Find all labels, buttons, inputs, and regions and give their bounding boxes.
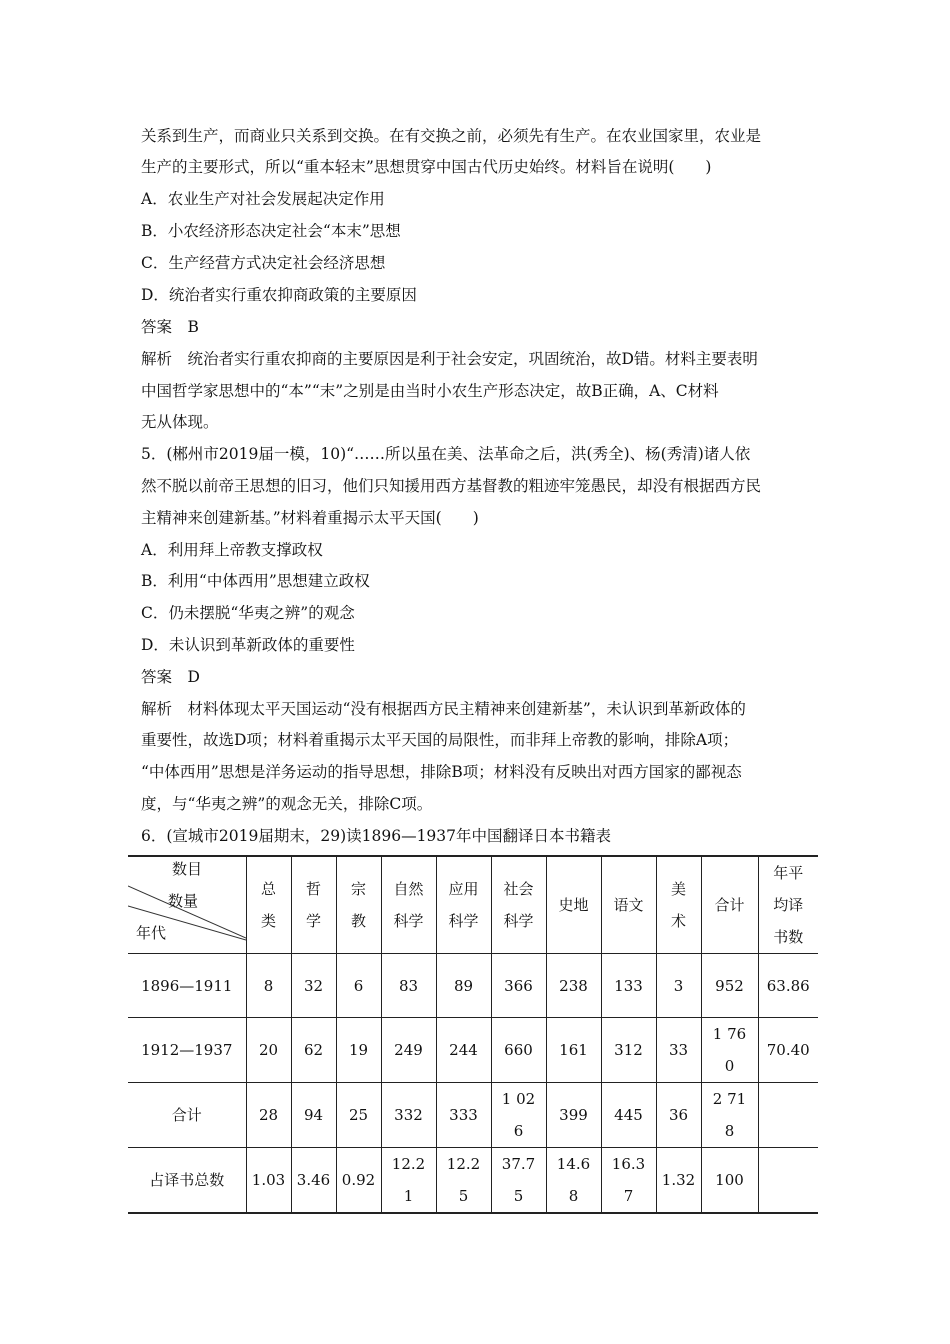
- table-cell: 1 760: [701, 1018, 758, 1083]
- header-cell: 宗教: [336, 856, 381, 954]
- table-cell: 244: [436, 1018, 491, 1083]
- table-cell: 3: [656, 954, 701, 1018]
- header-cell: 总类: [246, 856, 291, 954]
- table-cell: 0.92: [336, 1148, 381, 1214]
- table-cell: 19: [336, 1018, 381, 1083]
- table-header-row: [128, 856, 818, 954]
- table-cell: 63.86: [758, 954, 818, 1018]
- table-cell: 8: [246, 954, 291, 1018]
- option-b: B．利用“中体西用”思想建立政权: [141, 572, 370, 590]
- table-cell: 2 718: [701, 1083, 758, 1148]
- table-cell: 100: [701, 1148, 758, 1214]
- table-cell: 399: [546, 1083, 601, 1148]
- analysis-line: 无从体现。: [141, 413, 219, 431]
- row-label: 1896—1911: [128, 954, 246, 1018]
- option-a: A．利用拜上帝教支撑政权: [141, 541, 323, 559]
- analysis-line: 度，与“华夷之辨”的观念无关，排除C项。: [141, 795, 433, 813]
- header-cell: 社会科学: [491, 856, 546, 954]
- table-cell: 16.37: [601, 1148, 656, 1214]
- table-cell: 3.46: [291, 1148, 336, 1214]
- table-cell: 312: [601, 1018, 656, 1083]
- table-row: [128, 1148, 818, 1214]
- analysis-line: 中国哲学家思想中的“本”“末”之别是由当时小农生产形态决定，故B正确，A、C材料: [141, 382, 719, 400]
- question-line: 然不脱以前帝王思想的旧习，他们只知援用西方基督教的粗迹牢笼愚民，却没有根据西方民: [141, 477, 762, 495]
- header-cell: 年平均译书数: [758, 856, 818, 954]
- table-cell: 660: [491, 1018, 546, 1083]
- table-cell: 6: [336, 954, 381, 1018]
- table-cell: [758, 1083, 818, 1148]
- analysis-line: “中体西用”思想是洋务运动的指导思想，排除B项；材料没有反映出对西方国家的鄙视态: [141, 763, 742, 781]
- table-cell: 14.68: [546, 1148, 601, 1214]
- option-b: B．小农经济形态决定社会“本末”思想: [141, 222, 401, 240]
- analysis-line: 重要性，故选D项；材料着重揭示太平天国的局限性，而非拜上帝教的影响，排除A项；: [141, 731, 739, 749]
- table-cell: 249: [381, 1018, 436, 1083]
- row-label: 1912—1937: [128, 1018, 246, 1083]
- option-c: C．仍未摆脱“华夷之辨”的观念: [141, 604, 355, 622]
- translation-table: [128, 855, 818, 1214]
- table-row: [128, 1083, 818, 1148]
- header-cell: 自然科学: [381, 856, 436, 954]
- corner-label-bottom: 年代: [136, 924, 167, 942]
- row-label: 合计: [128, 1083, 246, 1148]
- table-cell: 161: [546, 1018, 601, 1083]
- table-cell: 12.25: [436, 1148, 491, 1214]
- table-cell: 332: [381, 1083, 436, 1148]
- answer: 答案 D: [141, 668, 200, 686]
- table-cell: 28: [246, 1083, 291, 1148]
- table-cell: 333: [436, 1083, 491, 1148]
- table-cell: 1 026: [491, 1083, 546, 1148]
- table-row: [128, 954, 818, 1018]
- table-cell: 952: [701, 954, 758, 1018]
- option-d: D．未认识到革新政体的重要性: [141, 636, 355, 654]
- table-cell: 12.21: [381, 1148, 436, 1214]
- table-cell: 238: [546, 954, 601, 1018]
- table-cell: 89: [436, 954, 491, 1018]
- header-cell: 哲学: [291, 856, 336, 954]
- answer: 答案 B: [141, 318, 199, 336]
- table-cell: 83: [381, 954, 436, 1018]
- option-a: A．农业生产对社会发展起决定作用: [141, 190, 385, 208]
- header-cell: 合计: [701, 856, 758, 954]
- question-5: 5．(郴州市2019届一模，10)“……所以虽在美、法革命之后，洪(秀全)、杨(秀清)诸人依: [141, 445, 751, 463]
- corner-label-top: 数目: [172, 860, 203, 878]
- header-cell: 语文: [601, 856, 656, 954]
- header-cell: 应用科学: [436, 856, 491, 954]
- analysis-line: 解析 材料体现太平天国运动“没有根据西方民主精神来创建新基”，未认识到革新政体的: [141, 700, 746, 718]
- question-6: 6．(宣城市2019届期末，29)读1896—1937年中国翻译日本书籍表: [141, 827, 612, 845]
- table-cell: 366: [491, 954, 546, 1018]
- table-cell: 70.40: [758, 1018, 818, 1083]
- table-cell: 1.32: [656, 1148, 701, 1214]
- table-cell: 25: [336, 1083, 381, 1148]
- table-cell: 133: [601, 954, 656, 1018]
- text-line: 关系到生产，而商业只关系到交换。在有交换之前，必须先有生产。在农业国家里，农业是: [141, 127, 762, 145]
- row-label: 占译书总数: [128, 1148, 246, 1214]
- corner-label-mid: 数量: [168, 892, 199, 910]
- table-cell: [758, 1148, 818, 1214]
- corner-cell: [128, 856, 246, 954]
- table-cell: 1.03: [246, 1148, 291, 1214]
- header-cell: 美术: [656, 856, 701, 954]
- table-row: [128, 1018, 818, 1083]
- analysis-line: 解析 统治者实行重农抑商的主要原因是利于社会安定，巩固统治，故D错。材料主要表明: [141, 350, 758, 368]
- header-cell: 史地: [546, 856, 601, 954]
- table-cell: 32: [291, 954, 336, 1018]
- table-cell: 20: [246, 1018, 291, 1083]
- table-cell: 33: [656, 1018, 701, 1083]
- table-cell: 37.75: [491, 1148, 546, 1214]
- text-line: 生产的主要形式，所以“重本轻末”思想贯穿中国古代历史始终。材料旨在说明( ): [141, 158, 712, 176]
- table-cell: 94: [291, 1083, 336, 1148]
- table-cell: 445: [601, 1083, 656, 1148]
- table-cell: 62: [291, 1018, 336, 1083]
- question-line: 主精神来创建新基。”材料着重揭示太平天国( ): [141, 509, 479, 527]
- table-cell: 36: [656, 1083, 701, 1148]
- option-d: D．统治者实行重农抑商政策的主要原因: [141, 286, 417, 304]
- option-c: C．生产经营方式决定社会经济思想: [141, 254, 386, 272]
